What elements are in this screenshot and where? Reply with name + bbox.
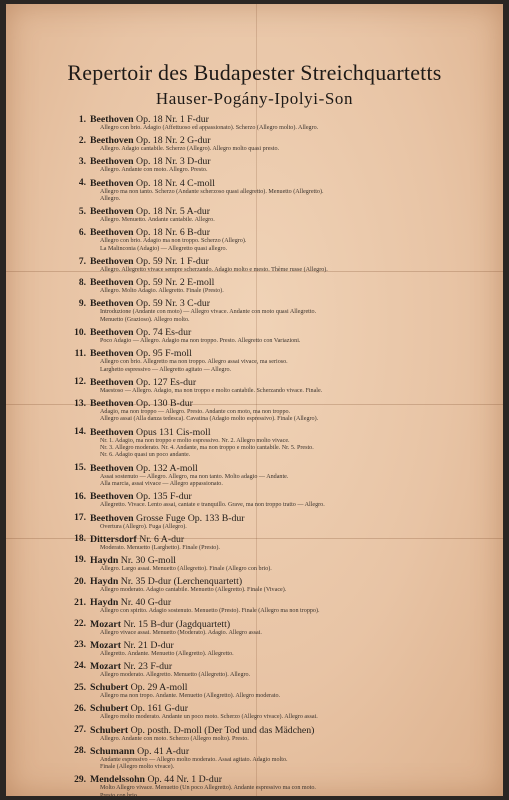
entry-number: 2. <box>78 135 86 146</box>
movement-line: Larghetto espressivo — Allegretto agitato — Allegro. <box>100 366 232 373</box>
composer-name: Beethoven <box>90 426 134 438</box>
movement-list <box>90 474 492 489</box>
work-title: Op. 18 Nr. 2 G-dur <box>136 135 211 147</box>
work-title: Op. 59 Nr. 1 F-dur <box>136 256 209 268</box>
entry-heading <box>90 298 492 309</box>
repertoire-entry <box>74 597 492 615</box>
entry-number: 4. <box>78 178 86 189</box>
entry-number: 13. <box>74 398 86 409</box>
work-title: Grosse Fuge Op. 133 B-dur <box>136 512 245 524</box>
repertoire-entry <box>74 724 492 743</box>
composer-name: Beethoven <box>90 177 134 189</box>
movement-list <box>90 388 492 395</box>
movement-line: Allegro. Adagio cantabile. Scherzo (Allegro). Allegro molto quasi presto. <box>100 146 280 153</box>
movement-line: Nr. 6. Adagio quasi un poco andante. <box>100 452 191 459</box>
repertoire-entry <box>74 576 492 594</box>
entry-number: 11. <box>74 348 86 359</box>
movement-list <box>90 502 492 509</box>
entry-number: 22. <box>74 619 86 630</box>
entry-number: 10. <box>74 327 86 338</box>
movement-list <box>90 757 492 772</box>
composer-name: Beethoven <box>90 348 134 360</box>
work-title: Nr. 23 F-dur <box>123 660 173 672</box>
movement-line: Allegro. Andante con moto. Allegro. Presto. <box>100 167 208 174</box>
repertoire-entry <box>74 462 492 489</box>
page-title: Repertoir des Budapester Streichquartetts <box>67 60 442 85</box>
movement-list <box>90 438 492 460</box>
movement-line: Allegro. Molto Adagio. Allegretto. Finale (Presto). <box>100 288 224 295</box>
entry-number: 6. <box>78 227 86 238</box>
entry-number: 16. <box>74 491 86 502</box>
composer-name: Beethoven <box>90 327 134 339</box>
movement-list <box>90 217 492 224</box>
repertoire-entry <box>78 277 492 295</box>
work-title: Op. 59 Nr. 3 C-dur <box>136 298 211 310</box>
repertoire-entry <box>78 177 492 204</box>
composer-name: Mendelssohn <box>90 774 145 786</box>
entry-number: 26. <box>74 703 86 714</box>
entry-heading <box>90 256 492 267</box>
movement-line: Allegro con brio. Adagio (Affettuoso ed appassionato). Scherzo (Allegro molto). Allegro. <box>100 125 319 131</box>
composer-name: Beethoven <box>90 156 134 168</box>
entry-heading <box>90 206 492 217</box>
movement-line: Alla marcia, assai vivace — Allegro appassionato. <box>100 481 223 488</box>
repertoire-list <box>74 114 492 796</box>
movement-line: Allegro. Largo assai. Menuetto (Allegretto). Finale (Allegro con brio). <box>100 565 272 572</box>
program-sheet <box>6 4 503 796</box>
movement-line: Allegro con spirito. Adagio sostenuto. Menuetto (Presto). Finale (Allegro ma non troppo). <box>100 608 320 615</box>
composer-name: Mozart <box>90 618 122 630</box>
composer-name: Haydn <box>90 554 119 566</box>
composer-name: Mozart <box>90 660 122 672</box>
work-title: Op. 29 A-moll <box>130 682 188 694</box>
movement-line: Allegro ma non tropo. Andante. Menuetto (Allegretto). Allegro moderato. <box>100 693 281 700</box>
movement-list <box>90 630 492 637</box>
composer-name: Beethoven <box>90 491 134 503</box>
entry-number: 9. <box>78 298 86 309</box>
entry-number: 28. <box>74 746 86 757</box>
movement-list <box>90 125 492 132</box>
repertoire-entry <box>78 298 492 324</box>
composer-name: Schubert <box>90 703 129 715</box>
work-title: Op. 127 Es-dur <box>136 376 197 388</box>
entry-heading <box>90 703 492 714</box>
entry-number: 20. <box>74 576 86 587</box>
composer-name: Schubert <box>90 724 129 736</box>
work-title: Op. 18 Nr. 6 B-dur <box>136 227 211 239</box>
repertoire-entry <box>74 491 492 509</box>
movement-line: Finale (Allegro molto vivace). <box>100 764 175 771</box>
repertoire-entry <box>74 426 492 460</box>
work-title: Nr. 30 G-moll <box>120 554 177 566</box>
entry-number: 12. <box>74 377 86 388</box>
repertoire-entry <box>74 774 492 796</box>
entry-number: 17. <box>74 513 86 523</box>
work-title: Op. 59 Nr. 2 E-moll <box>136 277 215 289</box>
movement-line: Allegro con brio. Adagio ma non troppo. Scherzo (Allegro). <box>100 238 247 245</box>
entry-heading <box>90 377 492 388</box>
composer-name: Schumann <box>90 745 135 757</box>
work-title: Op. 161 G-dur <box>130 703 188 715</box>
movement-line: Nr. 3. Allegro moderato. Nr. 4. Andante, ma non troppo e molto cantabile. Nr. 5. Presto. <box>100 445 314 452</box>
entry-heading <box>90 135 492 146</box>
work-title: Nr. 6 A-dur <box>139 533 185 545</box>
entry-number: 15. <box>74 463 86 474</box>
entry-number: 23. <box>74 640 86 651</box>
entry-heading <box>90 597 492 608</box>
entry-number: 18. <box>74 534 86 545</box>
composer-name: Mozart <box>90 639 122 651</box>
movement-line: Menuetto (Grazioso). Allegro molto. <box>100 316 190 323</box>
entry-heading <box>90 327 492 338</box>
movement-list <box>90 736 492 743</box>
movement-line: Allegro moderato. Adagio cantabile. Menuetto (Allegretto). Finale (Vivace). <box>100 587 287 594</box>
entry-heading <box>90 661 492 672</box>
entry-heading <box>90 619 492 630</box>
repertoire-entry <box>74 703 492 721</box>
movement-line: Molto Allegro vivace. Menuetto (Un poco Allegretto). Andante espressivo ma con moto. <box>100 785 316 792</box>
movement-list <box>90 545 492 552</box>
movement-line: Overtura (Allegro). Fuga (Allegro). <box>100 523 187 530</box>
movement-list <box>90 693 492 700</box>
repertoire-entry <box>74 398 492 424</box>
composer-name: Beethoven <box>90 256 134 268</box>
work-title: Op. posth. D-moll (Der Tod und das Mädchen) <box>130 724 315 736</box>
entry-number: 24. <box>74 661 86 672</box>
composer-name: Beethoven <box>90 277 134 289</box>
movement-list <box>90 288 492 295</box>
movement-list <box>90 189 492 204</box>
movement-list <box>90 566 492 573</box>
work-title: Op. 44 Nr. 1 D-dur <box>147 774 222 786</box>
work-title: Op. 18 Nr. 5 A-dur <box>136 206 211 218</box>
work-title: Op. 18 Nr. 4 C-moll <box>136 177 215 189</box>
entry-number: 21. <box>74 597 86 608</box>
work-title: Op. 132 A-moll <box>136 462 198 474</box>
entry-number: 19. <box>74 555 86 566</box>
work-title: Op. 135 F-dur <box>136 491 192 503</box>
repertoire-entry <box>78 206 492 224</box>
entry-heading <box>90 555 492 566</box>
work-title: Opus 131 Cis-moll <box>136 426 211 438</box>
work-title: Op. 74 Es-dur <box>136 327 192 339</box>
movement-line: Andante espressivo — Allegro molto moderato. Assai agitato. Adagio molto. <box>100 756 288 763</box>
entry-heading <box>90 513 492 524</box>
movement-line: Assai sostenuto — Allegro. Allegro, ma non tanto. Molto adagio — Andante. <box>100 473 289 480</box>
repertoire-entry <box>74 618 492 637</box>
movement-line: Moderato. Menuetto (Larghetto). Finale (Presto). <box>100 544 220 551</box>
entry-heading <box>90 227 492 238</box>
work-title: Op. 18 Nr. 3 D-dur <box>136 156 211 168</box>
composer-name: Beethoven <box>90 206 134 218</box>
composer-name: Beethoven <box>90 227 134 239</box>
entry-heading <box>90 178 492 189</box>
movement-list <box>90 587 492 594</box>
work-title: Nr. 15 B-dur (Jagdquartett) <box>123 618 231 630</box>
repertoire-entry <box>78 156 492 174</box>
repertoire-entry <box>78 114 492 132</box>
movement-line: Adagio, ma non troppo — Allegro. Presto. Andante con moto, ma non troppo. <box>100 409 291 416</box>
movement-line: Allegretto. Vivace. Lento assai, cantate e tranquillo. Grave, ma non troppo tratto — Allegro. <box>100 502 325 509</box>
composer-name: Beethoven <box>90 512 134 524</box>
repertoire-entry <box>74 327 492 345</box>
movement-list <box>90 359 492 374</box>
movement-line: Nr. 1. Adagio, ma non troppo e molto espressivo. Nr. 2. Allegro molto vivace. <box>100 437 290 444</box>
movement-list <box>90 146 492 153</box>
movement-line: Maestoso — Allegro. Adagio, ma non troppo e molto cantabile. Scherzando vivace. Finale. <box>100 387 323 394</box>
entry-heading <box>90 398 492 409</box>
entry-heading <box>90 534 492 545</box>
composer-name: Beethoven <box>90 462 134 474</box>
movement-list <box>90 524 492 531</box>
repertoire-entry <box>74 512 492 531</box>
movement-line: Introduzione (Andante con moto) — Allegro vivace. Andante con moto quasi Allegretto. <box>100 309 317 316</box>
movement-line: Allegro. Menuetto. Andante cantabile. Allegro. <box>100 217 215 224</box>
work-title: Nr. 35 D-dur (Lerchenquartett) <box>120 576 243 588</box>
movement-list <box>90 167 492 174</box>
repertoire-entry <box>74 348 492 374</box>
work-title: Op. 130 B-dur <box>136 398 193 410</box>
composer-name: Haydn <box>90 576 119 588</box>
repertoire-entry <box>74 639 492 658</box>
entry-heading <box>90 156 492 167</box>
entry-number: 7. <box>78 256 86 267</box>
composer-name: Beethoven <box>90 398 134 410</box>
repertoire-entry <box>74 745 492 772</box>
repertoire-entry <box>78 135 492 153</box>
movement-list <box>90 714 492 721</box>
movement-list <box>90 651 492 658</box>
movement-list <box>90 785 492 796</box>
entry-heading <box>90 463 492 474</box>
entry-number: 8. <box>78 277 86 288</box>
movement-line: Poco Adagio — Allegro. Adagio ma non troppo. Presto. Allegretto con Variazioni. <box>100 338 301 345</box>
movement-list <box>90 672 492 679</box>
work-title: Op. 18 Nr. 1 F-dur <box>136 114 209 125</box>
composer-name: Haydn <box>90 597 119 609</box>
repertoire-entry <box>74 376 492 395</box>
movement-line: Allegro moderato. Allegretto. Menuetto (Allegretto). Allegro. <box>100 671 251 678</box>
movement-list <box>90 238 492 253</box>
entry-number: 29. <box>74 774 86 785</box>
composer-name: Beethoven <box>90 376 134 388</box>
movement-line: Presto con brio. <box>100 792 139 796</box>
movement-line: Allegro. <box>100 196 121 203</box>
entry-number: 5. <box>78 206 86 217</box>
entry-number: 27. <box>74 725 86 736</box>
movement-line: Allegro. Andante con moto. Scherzo (Allegro molto). Presto. <box>100 735 249 742</box>
entry-heading <box>90 576 492 587</box>
entry-number: 14. <box>74 427 86 438</box>
repertoire-entry <box>74 682 492 700</box>
entry-heading <box>90 725 492 736</box>
entry-heading <box>90 746 492 757</box>
movement-line: La Malinconia (Adagio) — Allegretto quasi allegro. <box>100 245 228 252</box>
composer-name: Dittersdorf <box>90 533 137 545</box>
movement-line: Allegro vivace assai. Menuetto (Moderato). Adagio. Allegro assai. <box>100 629 262 636</box>
work-title: Op. 41 A-dur <box>137 745 190 757</box>
movement-line: Allegro ma non tanto. Scherzo (Andante scherzoso quasi allegretto). Menuetto (Allegretto). <box>100 188 324 195</box>
composer-name: Beethoven <box>90 114 134 125</box>
entry-heading <box>90 348 492 359</box>
work-title: Nr. 40 G-dur <box>120 597 172 609</box>
work-title: Nr. 21 D-dur <box>123 639 174 651</box>
composer-name: Beethoven <box>90 135 134 147</box>
movement-list <box>90 267 492 274</box>
composer-name: Schubert <box>90 682 129 694</box>
movement-list <box>90 338 492 345</box>
movement-line: Allegro molto moderato. Andante un poco moto. Scherzo (Allegro vivace). Allegro assai. <box>100 714 318 721</box>
entry-heading <box>90 277 492 288</box>
movement-line: Allegro. Allegretto vivace sempre scherzando. Adagio molto e mesto. Thème russe (Allegro). <box>100 267 328 274</box>
repertoire-entry <box>74 660 492 679</box>
movement-line: Allegro assai (Alla danza tedesca). Cavatina (Adagio molto espressivo). Finale (Allegro). <box>100 416 319 423</box>
entry-heading <box>90 640 492 651</box>
work-title: Op. 95 F-moll <box>136 348 192 360</box>
entry-heading <box>90 491 492 502</box>
composer-name: Beethoven <box>90 298 134 310</box>
movement-list <box>90 608 492 615</box>
repertoire-entry <box>78 256 492 274</box>
repertoire-entry <box>78 227 492 253</box>
entry-heading <box>90 774 492 785</box>
entry-number: 3. <box>78 156 86 167</box>
entry-heading <box>90 114 492 125</box>
entry-heading <box>90 682 492 693</box>
entry-number: 25. <box>74 682 86 693</box>
movement-list <box>90 409 492 424</box>
movement-line: Allegretto. Andante. Menuetto (Allegretto). Allegretto. <box>100 650 234 657</box>
entry-number: 1. <box>78 114 86 125</box>
movement-line: Allegro con brio. Allegretto ma non troppo. Allegro assai vivace, ma serioso. <box>100 359 288 366</box>
entry-heading <box>90 427 492 438</box>
repertoire-entry <box>74 554 492 573</box>
page-subtitle: Hauser-Pogány-Ipolyi-Son <box>155 89 354 108</box>
repertoire-entry <box>74 533 492 552</box>
movement-list <box>90 309 492 324</box>
